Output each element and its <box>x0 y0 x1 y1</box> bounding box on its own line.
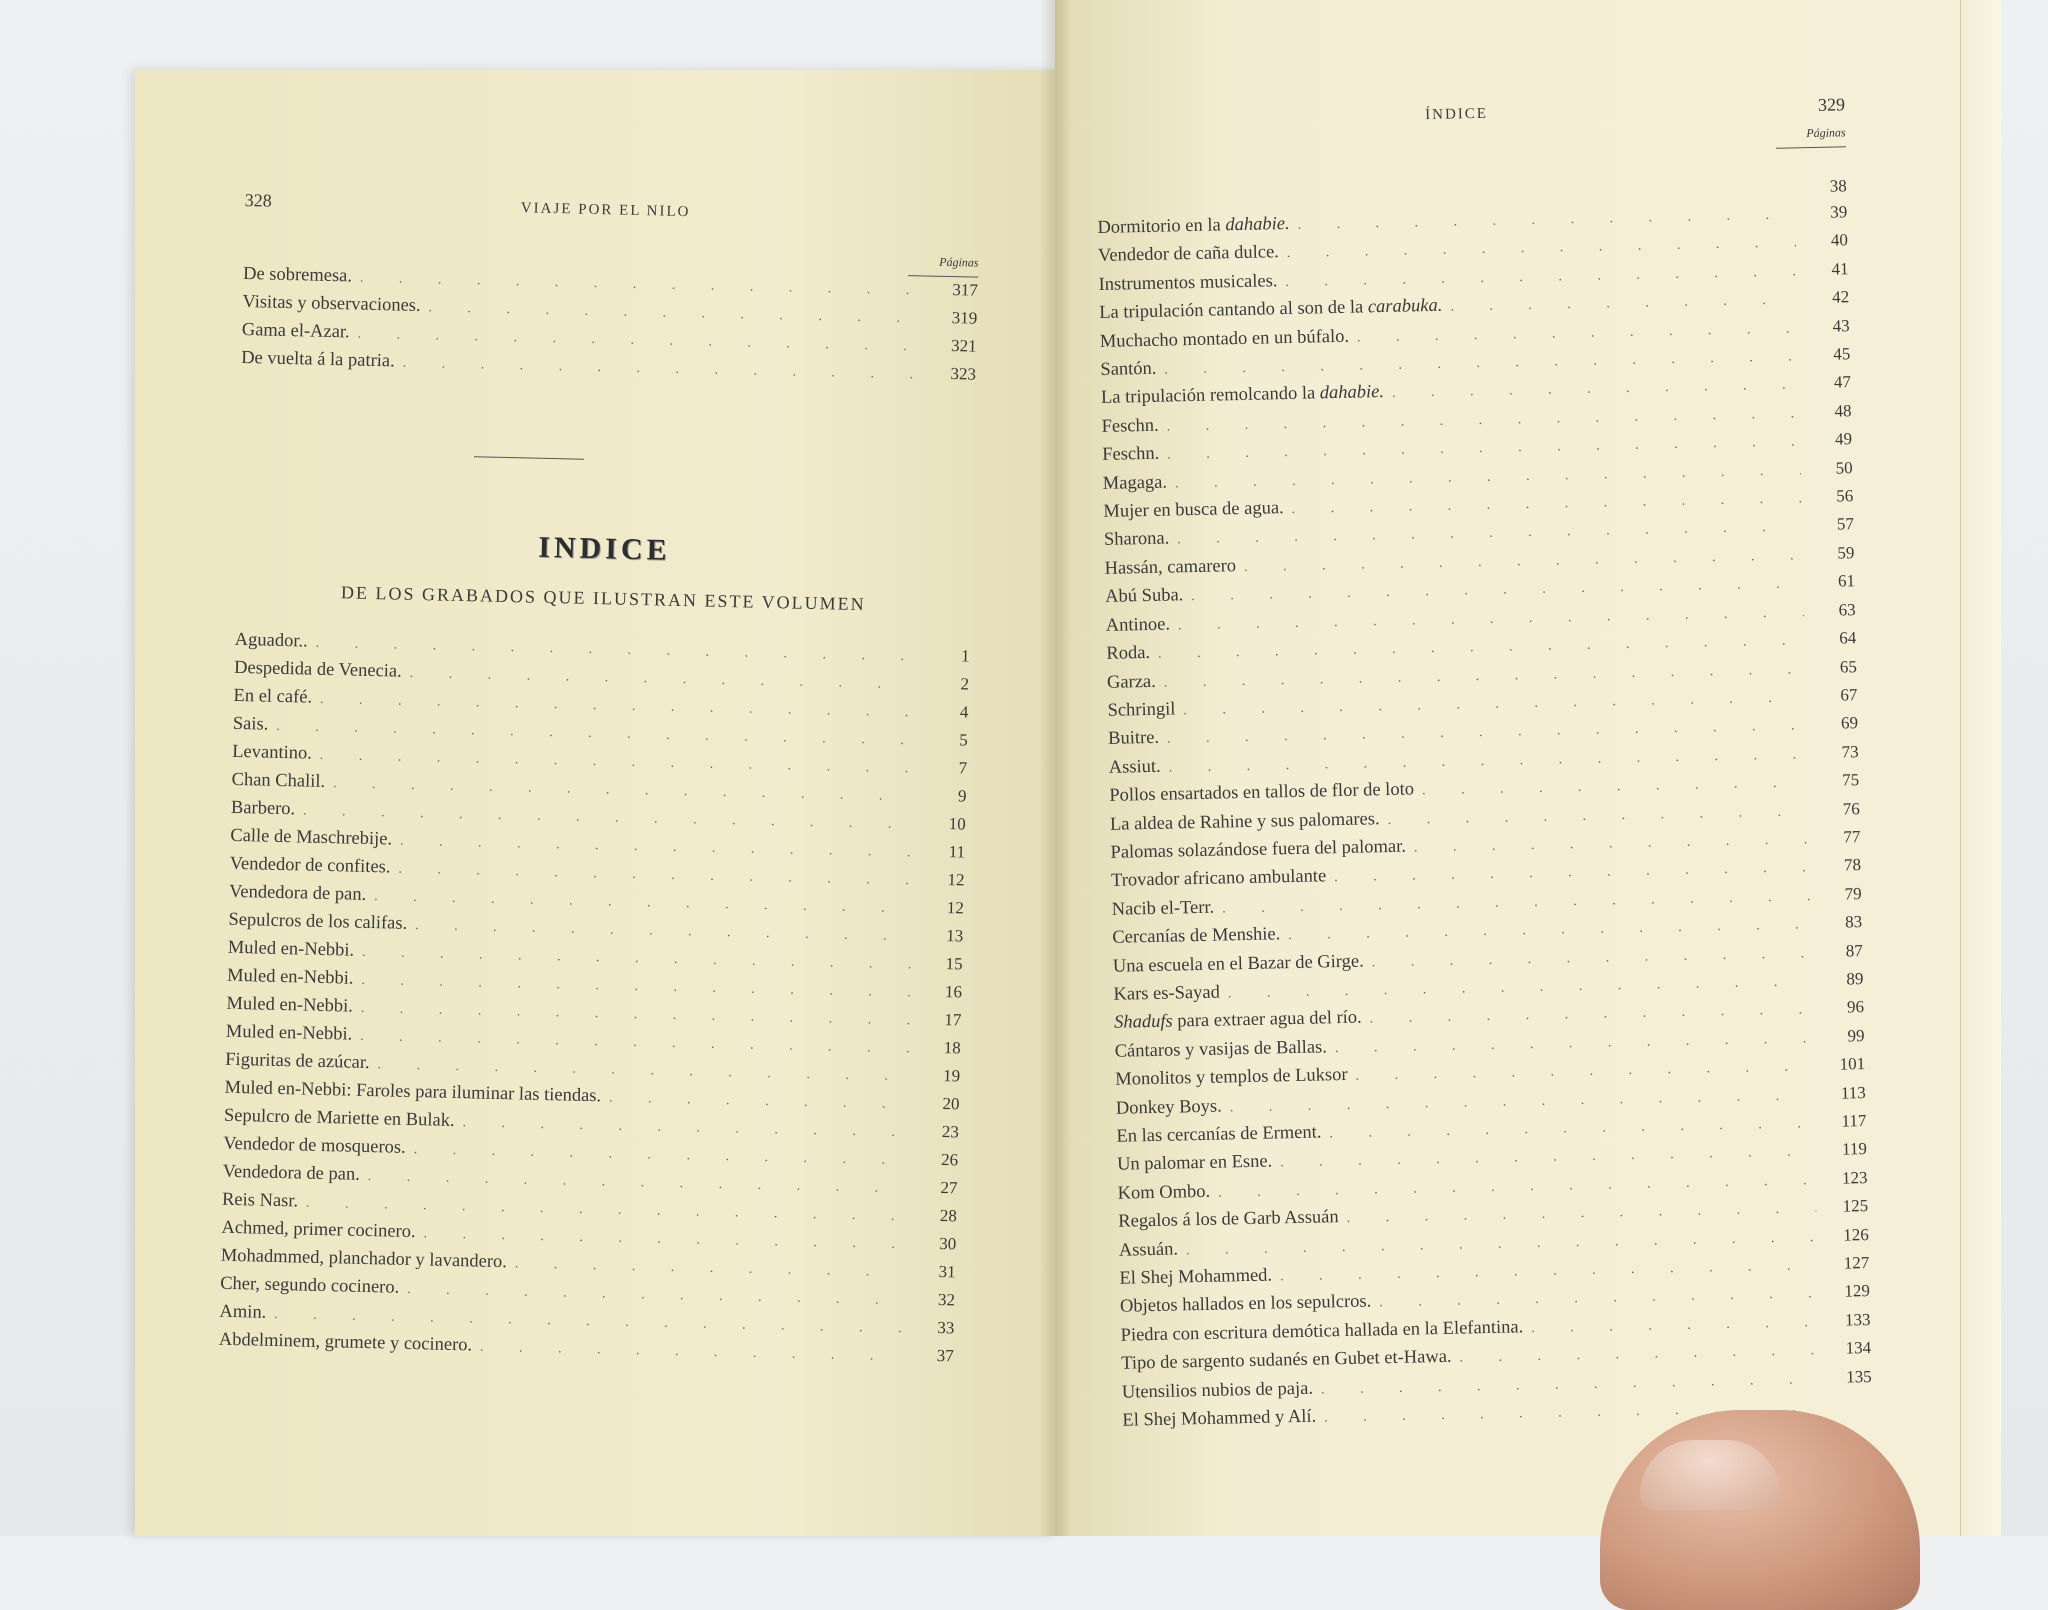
entry-page-number: 321 <box>950 336 977 356</box>
entry-title-text: Muled en-Nebbi: Faroles para iluminar las tiendas. <box>224 1077 602 1107</box>
entry-title <box>1097 211 1290 241</box>
entry-title-text: El Shej Mohammed y Alí. <box>1122 1406 1317 1431</box>
right-index-entries <box>1097 199 1872 1436</box>
entry-page-number: 75 <box>1841 770 1860 790</box>
entry-page-number: 20 <box>942 1094 960 1114</box>
entry-title-text: Figuritas de azúcar. <box>225 1049 370 1074</box>
entry-page-number: 63 <box>1838 599 1856 620</box>
entry-page-number: 317 <box>952 280 979 300</box>
entry-title <box>1111 894 1214 923</box>
entry-title <box>221 1243 508 1275</box>
entry-title-text: Pollos ensartados en tallos de flor de loto <box>1109 779 1415 806</box>
entry-title <box>1098 240 1279 270</box>
entry-page-number: 16 <box>944 982 963 1002</box>
entry-title <box>1120 1289 1372 1321</box>
entry-page-number: 40 <box>1830 230 1849 251</box>
entry-page-number: 27 <box>940 1178 958 1198</box>
entry-title-text: Vendedora de pan. <box>228 881 367 905</box>
entry-page-number: 64 <box>1839 628 1857 648</box>
entry-title-text: En el café. <box>233 685 313 708</box>
left-page-content <box>219 190 980 1371</box>
entry-title-text: Una escuela en el Bazar de Girge. <box>1112 951 1364 977</box>
entry-title <box>223 1131 406 1161</box>
entry-title <box>1101 379 1385 411</box>
entry-title <box>229 851 390 881</box>
entry-page-number: 31 <box>938 1262 956 1282</box>
entry-page-number: 135 <box>1845 1366 1872 1387</box>
entry-title-text: Abdelminem, grumete y cocinero. <box>218 1329 473 1356</box>
entry-title <box>1103 469 1168 497</box>
entry-title-text: Calle de Maschrebije. <box>230 825 393 850</box>
entry-title <box>1116 1093 1222 1122</box>
entry-page-number: 79 <box>1844 883 1862 904</box>
entry-page-number: 49 <box>1834 429 1853 449</box>
entry-title-text: La tripulación remolcando la <box>1100 383 1316 409</box>
entry-title <box>1116 1119 1321 1150</box>
entry-title <box>1122 1375 1314 1405</box>
entry-title-text: Aguador.. <box>234 629 308 652</box>
entry-title-text: Muchacho montado en un búfalo. <box>1099 326 1350 352</box>
entry-title-rest: para extraer agua del río. <box>1177 1007 1362 1032</box>
entry-page-number: 28 <box>939 1206 958 1226</box>
entry-title <box>234 655 402 685</box>
entry-title-italic: Shadufs <box>1113 1011 1173 1034</box>
entry-title-text: Vendedora de pan. <box>222 1161 361 1185</box>
entry-page-number: 87 <box>1845 940 1863 961</box>
entry-page-number: 126 <box>1843 1224 1869 1245</box>
entry-title-text: Donkey Boys. <box>1115 1096 1222 1119</box>
left-page-number: 328 <box>244 190 272 211</box>
entry-page-number: 2 <box>960 674 970 694</box>
entry-title <box>222 1159 360 1188</box>
entry-page-number: 42 <box>1831 287 1850 307</box>
entry-page-number: 57 <box>1836 514 1855 535</box>
entry-title-text: Feschn. <box>1101 415 1159 437</box>
entry-page-number: 123 <box>1841 1167 1868 1188</box>
entry-title <box>1121 1344 1452 1377</box>
entry-title-text: En las cercanías de Erment. <box>1116 1122 1322 1147</box>
entry-title-text: Kars es-Sayad <box>1113 982 1221 1005</box>
left-top-entries <box>241 261 978 390</box>
entry-page-number: 119 <box>1841 1139 1868 1159</box>
entry-title-italic: carabuka. <box>1367 295 1443 318</box>
entry-page-number: 134 <box>1845 1338 1872 1358</box>
entry-page-number: 18 <box>943 1038 961 1058</box>
entry-title <box>231 767 325 795</box>
entry-page-number: 78 <box>1843 855 1862 875</box>
entry-title <box>1117 1149 1273 1179</box>
entry-title <box>1104 526 1170 554</box>
entry-title-text: Palomas solazándose fuera del palomar. <box>1110 836 1407 863</box>
entry-page-number: 133 <box>1844 1309 1871 1330</box>
entry-title <box>1119 1236 1179 1264</box>
entry-title-text: Muled en-Nebbi. <box>225 1021 353 1045</box>
entry-title <box>1100 356 1157 384</box>
entry-title-text: Magaga. <box>1102 472 1168 494</box>
entry-page-number: 10 <box>948 814 967 834</box>
entry-title-text: Dormitorio en la <box>1097 215 1221 238</box>
entry-title <box>234 627 308 655</box>
entry-title-text: Cher, segundo cocinero. <box>219 1273 400 1298</box>
entry-title <box>1102 441 1160 469</box>
entry-title-text: Trovador africano ambulante <box>1110 866 1327 892</box>
entry-page-number: 47 <box>1833 372 1852 393</box>
entry-title <box>1115 1062 1348 1093</box>
entry-title <box>226 1019 353 1048</box>
entry-page-number: 65 <box>1839 656 1858 677</box>
entry-title-text: Despedida de Venecia. <box>233 657 402 682</box>
entry-page-number: 83 <box>1844 912 1863 932</box>
entry-title <box>241 345 395 374</box>
entry-page-number: 19 <box>942 1066 961 1086</box>
entry-title-text: Cántaros y vasijas de Ballas. <box>1114 1037 1328 1062</box>
entry-page-number: 1 <box>960 646 970 666</box>
entry-title <box>1107 696 1175 724</box>
entry-title-text: Buitre. <box>1107 728 1160 750</box>
entry-page-number: 125 <box>1842 1196 1869 1216</box>
entry-title <box>1106 640 1150 667</box>
entry-title <box>232 739 312 767</box>
entry-page-number: 23 <box>941 1122 960 1142</box>
entry-title-text: Vendedor de confites. <box>229 853 391 878</box>
entry-page-number: 32 <box>937 1290 956 1310</box>
entry-title <box>1118 1204 1339 1235</box>
right-page-number: 329 <box>1817 94 1846 115</box>
entry-title-text: Tipo de sargento sudanés en Gubet et-Hawa. <box>1121 1347 1452 1374</box>
left-pages-column-label: Páginas <box>908 254 978 278</box>
entry-title-text: De vuelta á la patria. <box>240 347 395 372</box>
entry-title <box>1114 1034 1327 1065</box>
entry-title <box>226 991 353 1020</box>
entry-page-number: 61 <box>1837 571 1856 591</box>
entry-title <box>1104 553 1236 582</box>
entry-title-text: Chan Chalil. <box>231 769 326 792</box>
entry-title <box>1109 777 1414 810</box>
entry-page-number: 96 <box>1846 997 1865 1017</box>
entry-title-italic: dahabie. <box>1225 213 1290 236</box>
entry-title-text: Monolitos y templos de Luksor <box>1115 1065 1348 1090</box>
entry-page-number: 13 <box>946 926 964 946</box>
entry-page-number: 33 <box>937 1318 955 1338</box>
entry-title-text: De sobremesa. <box>242 263 353 287</box>
entry-title <box>233 711 269 738</box>
entry-title-text: Sharona. <box>1103 529 1170 551</box>
entry-page-number: 113 <box>1840 1082 1866 1103</box>
entry-title-text: Amin. <box>219 1301 267 1323</box>
entry-title-text: Assuán. <box>1118 1239 1179 1261</box>
entry-title-italic: dahabie. <box>1319 382 1385 404</box>
entry-title <box>1110 834 1406 867</box>
entry-page-number: 101 <box>1839 1054 1866 1074</box>
entry-title-text: El Shej Mohammed. <box>1119 1265 1273 1289</box>
entry-page-number: 9 <box>957 786 967 806</box>
entry-page-number: 69 <box>1840 713 1859 733</box>
entry-page-number: 4 <box>959 702 969 722</box>
entry-page-number: 17 <box>944 1010 962 1030</box>
entry-title-text: Piedra con escritura demótica hallada en la Elefantina. <box>1120 1317 1524 1346</box>
entry-page-number: 129 <box>1844 1281 1871 1302</box>
entry-title <box>233 683 312 711</box>
entry-page-number: 11 <box>948 842 966 862</box>
entry-title <box>225 1047 370 1076</box>
entry-title <box>228 907 407 937</box>
entry-title <box>219 1327 473 1359</box>
entry-title-text: Un palomar en Esne. <box>1116 1151 1273 1176</box>
entry-title-text: Sepulcro de Mariette en Bulak. <box>223 1105 455 1131</box>
left-index-entries <box>219 627 970 1371</box>
entry-page-number: 41 <box>1831 259 1849 279</box>
entry-page-number: 43 <box>1832 315 1850 336</box>
right-running-title: ÍNDICE <box>1425 105 1489 124</box>
page-edges <box>1960 0 2001 1536</box>
entry-title-text: Vendedor de mosqueros. <box>223 1133 406 1158</box>
index-title: INDICE <box>537 530 671 567</box>
entry-title <box>243 261 352 289</box>
entry-title-text: La tripulación cantando al son de la <box>1099 297 1364 324</box>
entry-title-text: La aldea de Rahine y sus palomares. <box>1109 808 1380 835</box>
entry-title <box>1105 583 1184 611</box>
entry-title-text: Cercanías de Menshie. <box>1112 924 1281 948</box>
entry-page-number: 117 <box>1841 1111 1867 1131</box>
entry-title <box>224 1103 455 1134</box>
entry-page-number: 50 <box>1835 457 1853 478</box>
entry-title-text: Santón. <box>1100 358 1157 380</box>
entry-title <box>228 935 355 964</box>
entry-title <box>1119 1263 1272 1293</box>
entry-title <box>242 317 350 345</box>
entry-title <box>227 963 354 992</box>
entry-title-text: Hassán, camarero <box>1104 556 1237 579</box>
entry-title-text: Sais. <box>232 713 269 735</box>
entry-title-text: Regalos á los de Garb Assuán <box>1118 1207 1339 1232</box>
entry-page-number: 67 <box>1840 685 1858 705</box>
entry-title-text: Garza. <box>1106 671 1156 693</box>
entry-title <box>220 1271 400 1301</box>
thumb-nail <box>1640 1440 1780 1510</box>
book-gutter <box>1040 0 1072 1536</box>
entry-page-number: 319 <box>951 308 978 328</box>
entry-title <box>1100 323 1350 355</box>
right-first-page-number: 38 <box>1829 176 1847 196</box>
entry-title-text: Assiut. <box>1108 756 1161 778</box>
entry-title <box>230 823 392 853</box>
entry-title-text: Achmed, primer cocinero. <box>221 1217 416 1243</box>
entry-title-text: Gama el-Azar. <box>241 319 350 343</box>
entry-title-text: Antinoe. <box>1105 614 1171 636</box>
entry-title <box>1106 611 1171 639</box>
entry-page-number: 12 <box>947 870 965 890</box>
entry-page-number: 77 <box>1843 827 1861 847</box>
entry-title <box>1111 864 1327 895</box>
right-pages-column-label: Páginas <box>1776 125 1846 148</box>
entry-page-number: 45 <box>1833 344 1851 364</box>
entry-page-number: 99 <box>1847 1025 1865 1046</box>
entry-title-text: Abú Suba. <box>1104 585 1184 608</box>
entry-title-text: Objetos hallados en los sepulcros. <box>1119 1291 1372 1318</box>
entry-title <box>1101 413 1159 441</box>
entry-title <box>1107 668 1156 695</box>
entry-title <box>1098 268 1277 298</box>
entry-title <box>1122 1404 1316 1434</box>
entry-title-text: Schringil <box>1107 699 1176 721</box>
section-rule <box>474 456 584 459</box>
entry-title <box>1113 948 1364 980</box>
entry-title <box>1114 1005 1362 1037</box>
entry-page-number: 7 <box>958 758 968 778</box>
entry-title-text: Feschn. <box>1102 443 1160 466</box>
entry-page-number: 73 <box>1841 741 1859 762</box>
entry-page-number: 323 <box>950 364 977 384</box>
entry-title-text: Vendedor de caña dulce. <box>1097 242 1280 267</box>
entry-title-text: Muled en-Nebbi. <box>226 993 354 1017</box>
entry-page-number: 5 <box>958 730 968 750</box>
entry-title-text: Sepulcros de los califas. <box>228 909 408 934</box>
entry-page-number: 39 <box>1830 202 1848 222</box>
entry-title <box>1112 921 1281 951</box>
right-page-content <box>1095 94 1873 1436</box>
entry-page-number: 127 <box>1843 1253 1870 1273</box>
entry-title <box>1109 753 1161 780</box>
entry-page-number: 76 <box>1842 798 1860 819</box>
entry-title-text: Roda. <box>1106 643 1151 664</box>
entry-page-number: 48 <box>1834 401 1852 421</box>
entry-page-number: 26 <box>940 1150 959 1170</box>
entry-title <box>1108 725 1159 752</box>
entry-page-number <box>1828 1410 1872 1411</box>
entry-page-number: 37 <box>936 1345 954 1366</box>
entry-title-text: Instrumentos musicales. <box>1098 271 1278 295</box>
entry-title-text: Utensilios nubios de paja. <box>1121 1378 1314 1403</box>
entry-title <box>1113 980 1220 1009</box>
entry-page-number: 59 <box>1837 543 1855 563</box>
entry-page-number: 12 <box>946 898 965 918</box>
entry-page-number: 89 <box>1846 969 1864 989</box>
entry-title-text: Kom Ombo. <box>1117 1181 1211 1204</box>
entry-title <box>222 1187 299 1215</box>
entry-title-text: Visitas y observaciones. <box>242 291 421 317</box>
entry-title <box>219 1299 266 1326</box>
entry-title <box>1103 495 1284 525</box>
entry-title-text: Muled en-Nebbi. <box>227 937 355 961</box>
entry-page-number: 15 <box>945 954 963 974</box>
left-running-title: VIAJE POR EL NILO <box>520 200 691 221</box>
entry-title-text: Muled en-Nebbi. <box>226 965 354 989</box>
entry-title-text: Nacib el-Terr. <box>1111 897 1215 920</box>
entry-page-number: 56 <box>1836 486 1854 506</box>
entry-title <box>242 289 421 319</box>
entry-title <box>231 795 296 822</box>
entry-title-text: Reis Nasr. <box>221 1189 299 1212</box>
index-subtitle: DE LOS GRABADOS QUE ILUSTRAN ESTE VOLUMEN <box>340 582 866 615</box>
entry-title-text: Mohadmmed, planchador y lavandero. <box>220 1245 508 1273</box>
entry-title-text: Mujer en busca de agua. <box>1103 498 1284 522</box>
entry-title-text: Levantino. <box>232 741 313 764</box>
entry-title-text: Barbero. <box>230 797 296 820</box>
entry-title <box>229 879 367 908</box>
entry-title <box>1110 806 1380 838</box>
entry-title <box>1117 1179 1210 1207</box>
entry-title <box>221 1215 416 1245</box>
entry-page-number: 30 <box>939 1234 957 1254</box>
